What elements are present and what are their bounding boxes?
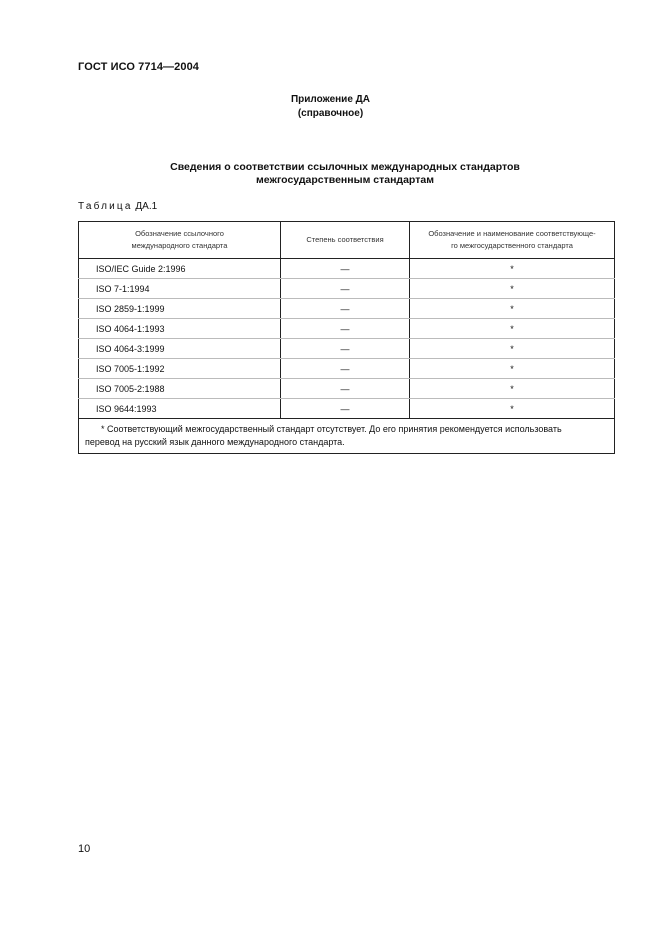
degree-cell: —	[281, 259, 410, 279]
standard-cell: ISO 7005-2:1988	[79, 379, 281, 399]
table-row	[79, 339, 615, 359]
table-row	[79, 379, 615, 399]
degree-cell: —	[281, 399, 410, 419]
interstate-cell: *	[410, 259, 615, 279]
standard-cell: ISO/IEC Guide 2:1996	[79, 259, 281, 279]
annex-type: (справочное)	[297, 108, 364, 119]
header-international-standard: Обозначение ссылочного международного стандарта	[79, 222, 281, 259]
degree-cell: —	[281, 359, 410, 379]
standard-cell: ISO 7005-1:1992	[79, 359, 281, 379]
table-row	[79, 279, 615, 299]
interstate-cell: *	[410, 399, 615, 419]
table-row	[79, 259, 615, 279]
section-title-line1: Сведения о соответствии ссылочных международных стандартов	[170, 161, 520, 173]
footnote-line2: перевод на русский язык данного международного стандарта.	[85, 437, 345, 447]
standard-cell: ISO 2859-1:1999	[79, 299, 281, 319]
standard-cell: ISO 7-1:1994	[79, 279, 281, 299]
standards-table	[78, 221, 615, 454]
standard-cell: ISO 9644:1993	[79, 399, 281, 419]
table-caption-number: ДА.1	[135, 201, 158, 212]
table-footnote-row	[79, 419, 615, 454]
table-row	[79, 399, 615, 419]
degree-cell: —	[281, 319, 410, 339]
degree-cell: —	[281, 379, 410, 399]
footnote-line1: * Соответствующий межгосударственный стандарт отсутствует. До его принятия рекомендуется использовать	[101, 424, 562, 434]
interstate-cell: *	[410, 379, 615, 399]
interstate-cell: *	[410, 299, 615, 319]
table-footnote	[79, 419, 615, 454]
interstate-cell: *	[410, 359, 615, 379]
interstate-cell: *	[410, 339, 615, 359]
standard-cell: ISO 4064-3:1999	[79, 339, 281, 359]
header-degree-of-conformity: Степень соответствия	[281, 222, 410, 259]
table-caption-prefix: Таблица	[78, 201, 133, 212]
table-header-row	[79, 222, 615, 259]
page-number: 10	[78, 843, 91, 855]
table-row	[79, 299, 615, 319]
annex-title: Приложение ДА	[290, 94, 371, 105]
table-row	[79, 359, 615, 379]
document-code: ГОСТ ИСО 7714—2004	[78, 61, 200, 73]
degree-cell: —	[281, 279, 410, 299]
section-title-line2: межгосударственным стандартам	[256, 174, 434, 186]
interstate-cell: *	[410, 319, 615, 339]
section-title	[0, 161, 661, 187]
table-caption	[78, 201, 157, 212]
standard-cell: ISO 4064-1:1993	[79, 319, 281, 339]
degree-cell: —	[281, 299, 410, 319]
interstate-cell: *	[410, 279, 615, 299]
header-interstate-standard: Обозначение и наименование соответствующе- го межгосударственного стандарта	[410, 222, 615, 259]
annex-heading	[0, 93, 661, 121]
degree-cell: —	[281, 339, 410, 359]
table-row	[79, 319, 615, 339]
